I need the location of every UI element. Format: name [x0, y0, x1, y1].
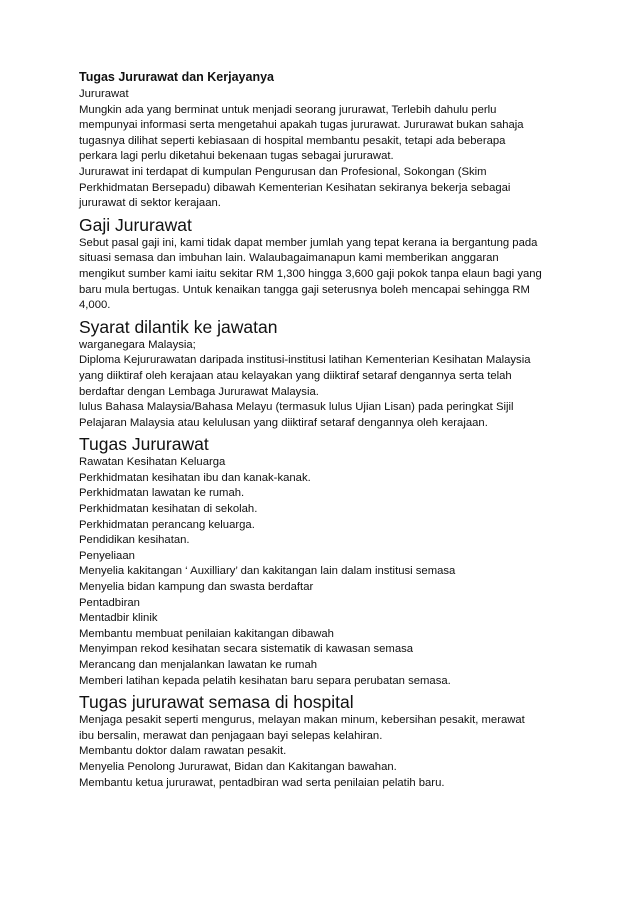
section-line: yang diiktiraf oleh kerajaan atau kelayakan yang diiktiraf setaraf dengannya serta telah: [79, 369, 512, 382]
section-heading: Tugas Jururawat: [79, 434, 209, 455]
section-line: baru mula bertugas. Untuk kenaikan tangga gaji seterusnya boleh mencapai sehingga RM: [79, 283, 530, 296]
section-line: Membantu membuat penilaian kakitangan dibawah: [79, 627, 334, 640]
section-line: Sebut pasal gaji ini, kami tidak dapat member jumlah yang tepat kerana ia bergantung pada: [79, 236, 538, 249]
section-line: ibu bersalin, merawat dan penjagaan bayi selepas kelahiran.: [79, 729, 383, 742]
section-heading: Tugas jururawat semasa di hospital: [79, 692, 354, 713]
section-line: Membantu ketua jururawat, pentadbiran wad serta penilaian pelatih baru.: [79, 776, 445, 789]
section-line: Menyimpan rekod kesihatan secara sistematik di kawasan semasa: [79, 643, 414, 656]
intro-paragraph: [79, 87, 569, 212]
section-line: Membantu doktor dalam rawatan pesakit.: [79, 745, 287, 758]
section-line: Penyeliaan: [79, 549, 135, 562]
section-line: situasi semasa dan imbuhan lain. Walaubagaimanapun kami memberikan anggaran: [79, 252, 499, 265]
document-sections: [79, 214, 569, 791]
document-title: Tugas Jururawat dan Kerjayanya: [79, 70, 274, 84]
section-line: Perkhidmatan perancang keluarga.: [79, 518, 255, 531]
section: [79, 691, 569, 791]
section-line: Perkhidmatan kesihatan ibu dan kanak-kanak.: [79, 471, 311, 484]
section-line: Perkhidmatan lawatan ke rumah.: [79, 487, 245, 500]
section-line: Mentadbir klinik: [79, 612, 158, 625]
section-line: berdaftar dengan Lembaga Jururawat Malaysia.: [79, 385, 319, 398]
section-line: mengikut sumber kami iaitu sekitar RM 1,300 hingga 3,600 gaji pokok tanpa elaun bagi yang: [79, 267, 542, 280]
intro-line: tugasnya dilihat seperti kebiasaan di hospital membantu pesakit, tetapi ada beberapa: [79, 134, 506, 147]
section-line: Diploma Kejururawatan daripada institusi-institusi latihan Kementerian Kesihatan Malaysia: [79, 354, 531, 367]
section-line: Menyelia Penolong Jururawat, Bidan dan Kakitangan bawahan.: [79, 760, 397, 773]
section-line: Menyelia kakitangan ‘ Auxilliary’ dan kakitangan lain dalam institusi semasa: [79, 565, 456, 578]
section-line: lulus Bahasa Malaysia/Bahasa Melayu (termasuk lulus Ujian Lisan) pada peringkat Sijil: [79, 401, 514, 414]
section-line: Pendidikan kesihatan.: [79, 534, 190, 547]
section-heading: Gaji Jururawat: [79, 214, 192, 235]
intro-line: Mungkin ada yang berminat untuk menjadi seorang jururawat, Terlebih dahulu perlu: [79, 103, 497, 116]
intro-line: mempunyai informasi serta mengetahui apakah tugas jururawat. Jururawat bukan sahaja: [79, 119, 524, 132]
intro-line: Jururawat ini terdapat di kumpulan Pengurusan dan Profesional, Sokongan (Skim: [79, 165, 487, 178]
section-line: Perkhidmatan kesihatan di sekolah.: [79, 503, 258, 516]
intro-line: perkara lagi perlu diketahui bekenaan tugas sebagai jururawat.: [79, 150, 394, 163]
section-line: Merancang dan menjalankan lawatan ke rumah: [79, 659, 318, 671]
intro-line: Jururawat: [79, 88, 129, 100]
section-line: Menjaga pesakit seperti mengurus, melayan makan minum, kebersihan pesakit, merawat: [79, 714, 525, 727]
section-line: warganegara Malaysia;: [79, 338, 196, 351]
section: [79, 214, 569, 314]
section-line: Memberi latihan kepada pelatih kesihatan baru separa perubatan semasa.: [79, 674, 451, 687]
section-line: Pentadbiran: [79, 596, 140, 609]
section-line: Pelajaran Malaysia atau kelulusan yang diiktiraf setaraf dengannya oleh kerajaan.: [79, 416, 488, 429]
section-line: 4,000.: [79, 299, 111, 312]
document-page: [79, 70, 569, 791]
section-line: Rawatan Kesihatan Keluarga: [79, 456, 226, 469]
intro-line: jururawat di sektor kerajaan.: [79, 197, 221, 210]
section: [79, 433, 569, 689]
section: [79, 316, 569, 432]
section-line: Menyelia bidan kampung dan swasta berdaftar: [79, 581, 314, 594]
section-heading: Syarat dilantik ke jawatan: [79, 316, 278, 337]
intro-line: Perkhidmatan Bersepadu) dibawah Kementerian Kesihatan sekiranya bekerja sebagai: [79, 181, 511, 194]
